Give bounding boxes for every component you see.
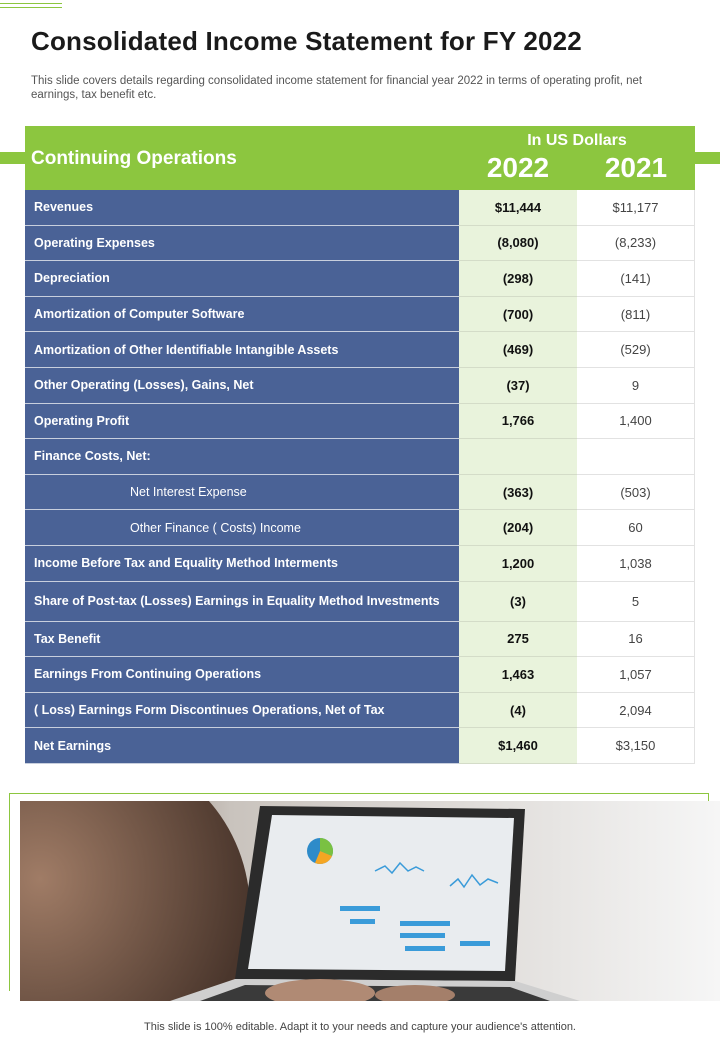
row-label: Net Interest Expense	[25, 475, 459, 511]
value-2021: $3,150	[577, 728, 695, 764]
value-2022: (363)	[459, 475, 577, 511]
table-row	[25, 475, 695, 511]
value-2021: 60	[577, 510, 695, 546]
value-2021: 1,400	[577, 404, 695, 440]
value-2022: (4)	[459, 693, 577, 729]
row-label: Amortization of Computer Software	[25, 297, 459, 333]
table-row	[25, 332, 695, 368]
row-label: Revenues	[25, 190, 459, 226]
value-2021: 5	[577, 582, 695, 622]
value-2022: 1,463	[459, 657, 577, 693]
table-row	[25, 190, 695, 226]
value-2022: (3)	[459, 582, 577, 622]
value-2022: 1,766	[459, 404, 577, 440]
currency-label: In US Dollars	[527, 132, 627, 149]
table-header	[25, 126, 695, 190]
row-label: Amortization of Other Identifiable Intangible Assets	[25, 332, 459, 368]
value-2021: 2,094	[577, 693, 695, 729]
value-2022: (298)	[459, 261, 577, 297]
table-row	[25, 439, 695, 475]
table-row	[25, 404, 695, 440]
table-row	[25, 368, 695, 404]
laptop-illustration	[20, 801, 720, 1001]
row-label: Net Earnings	[25, 728, 459, 764]
value-2021: (811)	[577, 297, 695, 333]
footer-note: This slide is 100% editable. Adapt it to your needs and capture your audience's attention.	[144, 1021, 576, 1033]
table-row	[25, 622, 695, 658]
value-2022: $1,460	[459, 728, 577, 764]
value-2021: (503)	[577, 475, 695, 511]
row-label: Tax Benefit	[25, 622, 459, 658]
value-2021: (8,233)	[577, 226, 695, 262]
row-label: Finance Costs, Net:	[25, 439, 459, 475]
row-label: ( Loss) Earnings Form Discontinues Operations, Net of Tax	[25, 693, 459, 729]
table-row	[25, 261, 695, 297]
top-decor-lines	[0, 3, 62, 11]
row-label: Operating Expenses	[25, 226, 459, 262]
table-row	[25, 657, 695, 693]
year-2022-header: 2022	[486, 152, 550, 183]
value-2021: 1,057	[577, 657, 695, 693]
section-heading: Continuing Operations	[31, 148, 237, 169]
value-2021: 9	[577, 368, 695, 404]
row-label: Share of Post-tax (Losses) Earnings in Equality Method Investments	[25, 582, 459, 622]
value-2021: 1,038	[577, 546, 695, 582]
income-statement-table	[25, 126, 695, 764]
value-2021: (529)	[577, 332, 695, 368]
value-2021: $11,177	[577, 190, 695, 226]
row-label: Other Operating (Losses), Gains, Net	[25, 368, 459, 404]
year-2021-header: 2021	[604, 152, 668, 183]
value-2021: (141)	[577, 261, 695, 297]
value-2022: (469)	[459, 332, 577, 368]
row-label: Income Before Tax and Equality Method Interments	[25, 546, 459, 582]
table-row	[25, 693, 695, 729]
value-2022: (8,080)	[459, 226, 577, 262]
page-title: Consolidated Income Statement for FY 2022	[31, 26, 582, 56]
laptop-photo	[20, 801, 720, 1001]
value-2022: 1,200	[459, 546, 577, 582]
value-2022: $11,444	[459, 190, 577, 226]
row-label: Depreciation	[25, 261, 459, 297]
value-2022: (204)	[459, 510, 577, 546]
row-label: Other Finance ( Costs) Income	[25, 510, 459, 546]
value-2022: 275	[459, 622, 577, 658]
value-2021	[577, 439, 695, 475]
table-row	[25, 510, 695, 546]
table-row	[25, 297, 695, 333]
right-accent-bar	[694, 152, 720, 164]
table-row	[25, 546, 695, 582]
page-subtitle: This slide covers details regarding consolidated income statement for financial year 2022 in terms of operating profit, net earnings, tax benefit etc.	[31, 75, 643, 101]
row-label: Earnings From Continuing Operations	[25, 657, 459, 693]
table-row	[25, 728, 695, 764]
value-2021: 16	[577, 622, 695, 658]
value-2022: (700)	[459, 297, 577, 333]
row-label: Operating Profit	[25, 404, 459, 440]
left-accent-bar	[0, 152, 26, 164]
table-row	[25, 582, 695, 622]
value-2022	[459, 439, 577, 475]
value-2022: (37)	[459, 368, 577, 404]
table-row	[25, 226, 695, 262]
